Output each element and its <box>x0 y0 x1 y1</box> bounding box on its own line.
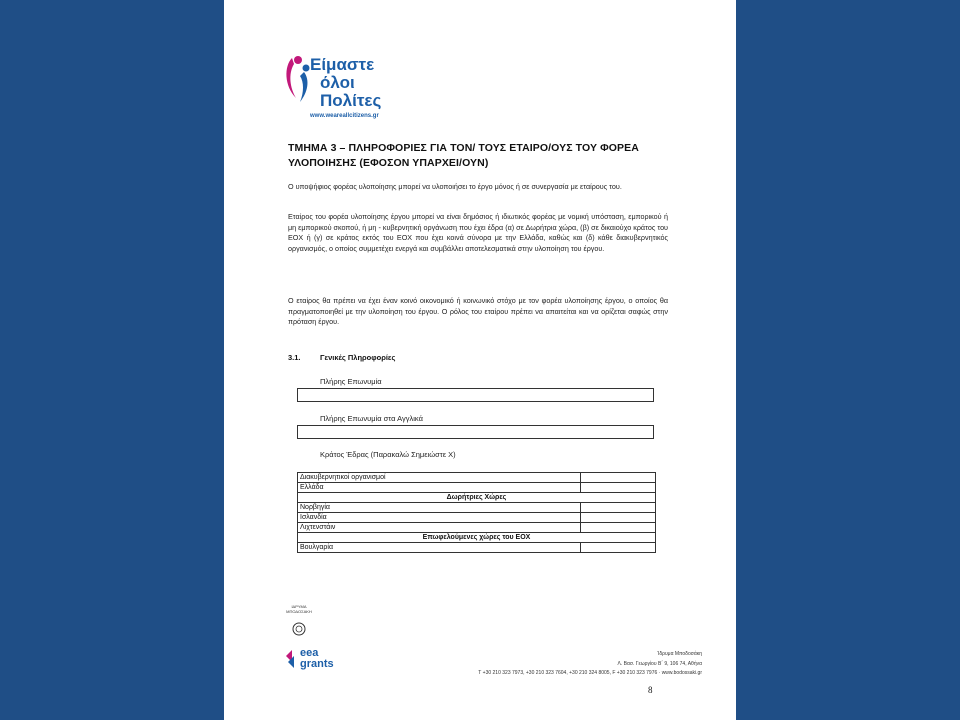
people-figure-icon <box>282 52 312 112</box>
full-name-field[interactable] <box>297 388 654 402</box>
country-check-cell[interactable] <box>581 473 656 483</box>
country-group-row <box>298 533 656 543</box>
country-row <box>298 473 656 483</box>
country-row <box>298 543 656 553</box>
paragraph-partner-role: Ο εταίρος θα πρέπει να έχει έναν κοινό οικονομικό ή κοινωνικό στόχο με τον φορέα υλοποίησης έργου, ο οποίος θα πραγματοποιηθεί με την υλοποίηση του έργου. Ο ρόλος του εταίρου πρέπει να απαιτείται και να ορίζεται σαφώς στην πρόταση έργου. <box>288 296 668 327</box>
eea-text-line2: grants <box>300 658 334 670</box>
country-check-cell[interactable] <box>581 523 656 533</box>
seal-text: ΙΔΡΥΜΑ ΜΠΟΔΟΣΑΚΗ <box>286 604 312 614</box>
eea-grants-logo <box>284 648 344 678</box>
section-heading: ΤΜΗΜΑ 3 – ΠΛΗΡΟΦΟΡΙΕΣ ΓΙΑ ΤΟΝ/ ΤΟΥΣ ΕΤΑΙΡΟ/ΟΥΣ ΤΟΥ ΦΟΡΕΑ ΥΛΟΠΟΙΗΣΗΣ (ΕΦΟΣΟΝ ΥΠΑΡΧΕΙ/ΟΥΝ) <box>288 142 639 169</box>
country-group-label: Επωφελούμενες χώρες του ΕΟΧ <box>298 533 656 543</box>
logo-text-line3: Πολίτες <box>320 91 382 110</box>
bodossaki-seal-logo <box>284 604 314 644</box>
logo-text-line1: Είμαστε <box>310 55 375 74</box>
country-name: Ισλανδία <box>298 513 581 523</box>
country-name: Νορβηγία <box>298 503 581 513</box>
document-page <box>224 0 736 720</box>
country-label: Κράτος Έδρας (Παρακαλώ Σημειώστε Χ) <box>320 450 456 459</box>
country-check-cell[interactable] <box>581 513 656 523</box>
country-table <box>297 472 656 553</box>
footer-contact: T +30 210 323 7973, +30 210 323 7604, +30 210 324 8005, F +30 210 323 7976 · www.bodossaki.gr <box>478 670 702 676</box>
country-name: Λιχτενστάιν <box>298 523 581 533</box>
country-group-label: Δωρήτριες Χώρες <box>298 493 656 503</box>
paragraph-intro: Ο υποψήφιος φορέας υλοποίησης μπορεί να υλοποιήσει το έργο μόνος ή σε συνεργασία με εταίρους του. <box>288 182 622 191</box>
full-name-label: Πλήρης Επωνυμία <box>320 377 382 386</box>
full-name-en-label: Πλήρης Επωνυμία στα Αγγλικά <box>320 414 423 423</box>
subsection-title: Γενικές Πληροφορίες <box>320 353 396 362</box>
country-name: Ελλάδα <box>298 483 581 493</box>
footer-organization: Ίδρυμα Μποδοσάκη <box>657 651 702 657</box>
eea-symbol-icon <box>284 648 298 670</box>
country-row <box>298 513 656 523</box>
country-check-cell[interactable] <box>581 543 656 553</box>
country-row <box>298 523 656 533</box>
eea-text-line1: eea <box>300 647 319 659</box>
logo-url: www.weareallcitizens.gr <box>310 113 379 119</box>
weareallcitizens-logo <box>282 52 422 124</box>
paragraph-partner-definition: Εταίρος του φορέα υλοποίησης έργου μπορεί να είναι δημόσιος ή ιδιωτικός φορέας με νομική υπόσταση, εμπορικού ή μη εμπορικού σκοπού, ή μη - κυβερνητική οργάνωση που έχει έδρα (α) σε Δωρήτρια χώρα, (β) σε δικαιούχο κράτος του ΕΟΧ ή (γ) σε κράτος εκτός του ΕΟΧ που έχει κοινά σύνορα με την Ελλάδα, καθώς και (δ) κάθε διακυβερνητικός οργανισμός, ο οποίος συμμετέχει ενεργά και συμβάλλει αποτελεσματικά στην υλοποίηση του έργου. <box>288 212 668 253</box>
country-name: Βουλγαρία <box>298 543 581 553</box>
subsection-number: 3.1. <box>288 353 301 362</box>
country-row <box>298 483 656 493</box>
footer-address: Λ. Βασ. Γεωργίου Β΄ 9, 106 74, Αθήνα <box>617 661 702 667</box>
logo-text-line2: όλοι <box>320 73 355 92</box>
country-row <box>298 503 656 513</box>
page-number: 8 <box>648 685 653 695</box>
full-name-en-field[interactable] <box>297 425 654 439</box>
country-check-cell[interactable] <box>581 503 656 513</box>
seal-emblem-icon <box>292 622 306 636</box>
country-group-row <box>298 493 656 503</box>
country-check-cell[interactable] <box>581 483 656 493</box>
country-name: Διακυβερνητικοί οργανισμοί <box>298 473 581 483</box>
